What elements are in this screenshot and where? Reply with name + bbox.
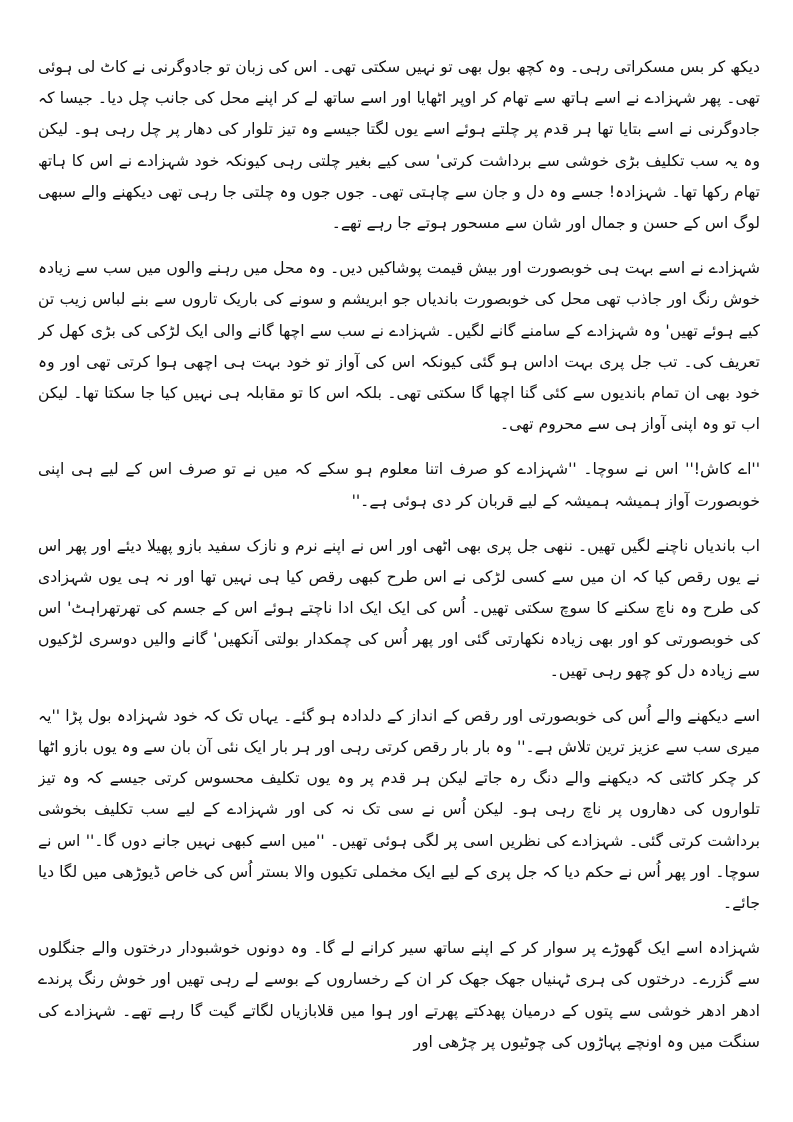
paragraph-5: اسے دیکھنے والے اُس کی خوبصورتی اور رقص کے انداز کے دلدادہ ہو گئے۔ یہاں تک کہ خود شہزادہ بول پڑا ''یہ میری سب سے عزیز ترین تلاش ہے۔'' وہ بار بار رقص کرتی رہی اور ہر بار ایک نئی آن بان سے وہ یوں بازو اٹھا کر چکر کاٹتی کہ دیکھنے والے دنگ رہ جاتے لیکن ہر قدم پر وہ یوں تکلیف محسوس کرتی جیسے کہ وہ تیز تلواروں کی دھاروں پر ناچ رہی ہو۔ لیکن اُس نے سی تک نہ کی اور شہزادے کے لیے سب تکلیف بخوشی برداشت کرتی گئی۔ شہزادے کی نظریں اسی پر لگی ہوئی تھیں۔ ''میں اسے کبھی نہیں جانے دوں گا۔'' اس نے سوچا۔ اور پھر اُس نے حکم دیا کہ جل پری کے لیے ایک مخملی تکیوں والا بستر اُس کی خاص ڈیوڑھی میں لگا دیا جائے۔ (38, 706, 760, 913)
paragraph-1: دیکھ کر بس مسکراتی رہی۔ وہ کچھ بول بھی تو نہیں سکتی تھی۔ اس کی زبان تو جادوگرنی نے کاٹ لی ہوئی تھی۔ پھر شہزادے نے اسے ہاتھ سے تھام کر اوپر اٹھایا اور اسے ساتھ لے کر اپنے محل کی جانب چل دیا۔ جیسا کہ جادوگرنی نے اسے بتایا تھا ہر قدم پر چلتے ہوئے اسے یوں لگتا جیسے وہ تیز تلوار کی دھار پر چل رہی ہو۔ لیکن وہ یہ سب تکلیف بڑی خوشی سے برداشت کرتی' سی کیے بغیر چلتی رہی کیونکہ خود شہزادے نے اس کا ہاتھ تھام رکھا تھا۔ شہزادہ! جسے وہ دل و جان سے چاہتی تھی۔ جوں جوں وہ چلتی جا رہی تھی دیکھنے والے سبھی لوگ اس کے حسن و جمال اور شان سے مسحور ہوتے جا رہے تھے۔ (38, 58, 760, 233)
document-page (38, 52, 760, 1102)
paragraph-6: شہزادہ اسے ایک گھوڑے پر سوار کر کے اپنے ساتھ سیر کرانے لے گا۔ وہ دونوں خوشبودار درختوں والے جنگلوں سے گزرے۔ درختوں کی ہری ٹہنیاں جھک جھک کر ان کے رخساروں کے بوسے لے رہی تھیں اور خوش رنگ پرندے ادھر ادھر خوشی سے پتوں کے درمیان پھدکتے پھرتے اور ہوا میں قلابازیاں لگاتے گیت گا رہے تھے۔ شہزادے کی سنگت میں وہ اونچے پہاڑوں کی چوٹیوں پر چڑھی اور (38, 939, 760, 1051)
paragraph-4: اب باندیاں ناچنے لگیں تھیں۔ ننھی جل پری بھی اٹھی اور اس نے اپنے نرم و نازک سفید بازو پھیلا دیئے اور پھر اس نے یوں رقص کیا کہ ان میں سے کسی لڑکی نے اس طرح کبھی رقص کیا ہی نہیں تھا اور نہ ہی یوں شہزادی کی طرح وہ ناچ سکنے کا سوچ سکتی تھیں۔ اُس کی ایک ایک ادا ناچتے ہوئے اس کے جسم کی تھرتھراہٹ' اس کی خوبصورتی کو اور بھی زیادہ نکھارتی گئی اور پھر اُس کی چمکدار بولتی آنکھیں' گانے والیں دوسری لڑکیوں سے زیادہ دل کو چھو رہی تھیں۔ (38, 536, 760, 680)
paragraph-3: ''اے کاش!'' اس نے سوچا۔ ''شہزادے کو صرف اتنا معلوم ہو سکے کہ میں نے تو صرف اس کے لیے ہی اپنی خوبصورت آواز ہمیشہ ہمیشہ کے لیے قربان کر دی ہوئی ہے۔'' (38, 460, 760, 510)
paragraph-2: شہزادے نے اسے بہت ہی خوبصورت اور بیش قیمت پوشاکیں دیں۔ وہ محل میں رہنے والوں میں سب سے زیادہ خوش رنگ اور جاذب تھی محل کی خوبصورت باندیاں جو ابریشم و سونے کی باریک تاروں سے بنے لباس زیب تن کیے ہوئے تھیں' وہ شہزادے کے سامنے گانے لگیں۔ شہزادے نے سب سے اچھا گانے والی ایک لڑکی کی بڑی کھل کر تعریف کی۔ تب جل پری بہت اداس ہو گئی کیونکہ اس کی آواز تو خود بہت ہی اچھی ہوا کرتی تھی اور وہ خود بھی ان تمام باندیوں سے کئی گنا اچھا گا سکتی تھی۔ بلکہ اس کا تو مقابلہ ہی نہیں کیا جا سکتا تھا۔ لیکن اب تو وہ اپنی آواز ہی سے محروم تھی۔ (38, 259, 760, 434)
